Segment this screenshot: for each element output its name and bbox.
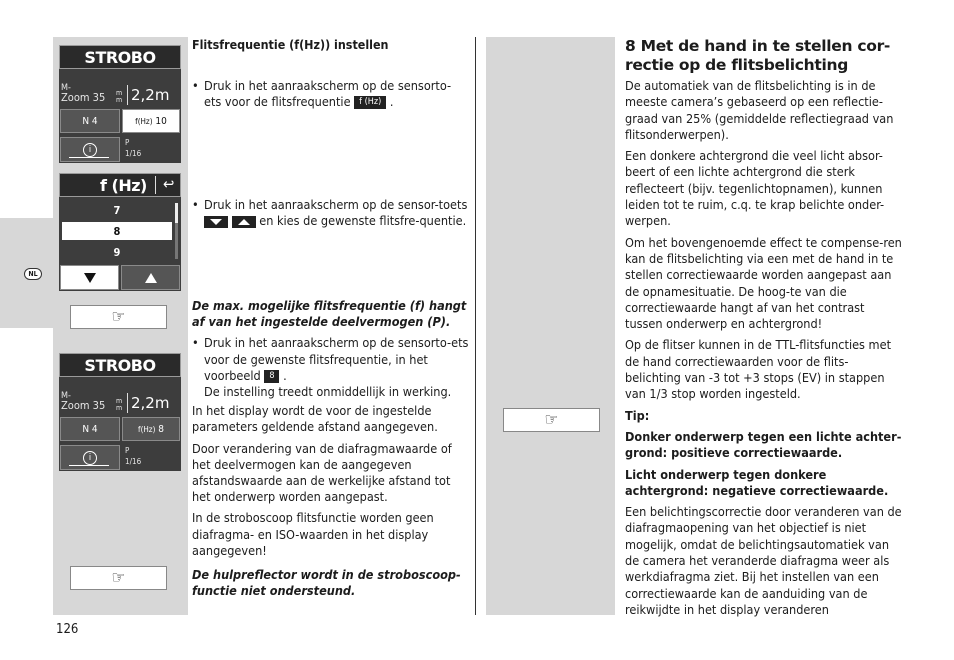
- column-divider: [475, 37, 476, 615]
- note-reflector: De hulpreflector wordt in de stroboscoop-functie niet ondersteund.: [192, 567, 461, 599]
- paragraph: Om het bovengenoemde effect te compense-ren kan de flitsbelichting via een met de hand in te stellen correctiewaarde worden aangepast aan de opnamesituatie. De hoog-te van die correctiewaarde hangt af van het contrast tussen onderwerp en achtergrond!: [625, 234, 902, 332]
- info-icon: i: [83, 143, 97, 157]
- mode-label: M- Zoom 35: [61, 391, 106, 412]
- frequency-button[interactable]: f(Hz) 8: [122, 417, 180, 441]
- paragraph: Een donkere achtergrond die veel licht absor-beert of een lichte achtergrond die sterk reflecteert (bijv. tegenlichtopnamen), kunnen leiden tot te ruim, c.q. te krap belichte onder-werpen.: [625, 148, 885, 229]
- screen-title: STROBO: [84, 355, 156, 375]
- info-icon: i: [83, 451, 97, 465]
- frequency-list: [62, 201, 172, 263]
- instruction-3: • Druk in het aanraakscherm op de sensorto-ets voor de gewenste flitsfrequentie, in het voorbeeld 8 . De instelling treedt onmiddellijk in werking.: [192, 335, 470, 400]
- list-item[interactable]: 7: [113, 203, 121, 217]
- screen-title-bar: [59, 173, 181, 197]
- note-max-frequency: De max. mogelijke flitsfrequentie (f) hangt af van het ingestelde deelvermogen (P).: [192, 298, 467, 330]
- section-heading: Flitsfrequentie (f(Hz)) instellen: [192, 37, 389, 52]
- flash-screen-strobo-2: [59, 353, 181, 471]
- tip-hand-icon: ☞: [503, 408, 600, 432]
- instruction-2: • Druk in het aanraakscherm op de sensor-toets en kies de gewenste flitsfre-quentie.: [192, 197, 468, 229]
- underline: [69, 157, 109, 158]
- list-item[interactable]: 9: [113, 245, 121, 259]
- guide-number-button[interactable]: N 4: [60, 109, 120, 133]
- note-hand-icon: ☞: [70, 305, 167, 329]
- instructions-block: [192, 298, 470, 564]
- right-figure-panel: [486, 37, 615, 615]
- page-number: 126: [56, 622, 79, 637]
- scroll-up-button[interactable]: [121, 265, 180, 290]
- list-item-selected[interactable]: 8: [62, 222, 172, 240]
- paragraph: Door verandering van de diafragmawaarde of het deelvermogen kan de aangegeven afstandswaarde aan de werkelijke afstand tot het onderwerp worden aangepast.: [192, 440, 452, 505]
- guide-number-button[interactable]: N 4: [60, 417, 120, 441]
- separator: [127, 393, 128, 413]
- flash-screen-frequency: [59, 173, 181, 291]
- power-ratio[interactable]: P 1/16: [125, 446, 142, 466]
- flash-screen-strobo-1: [59, 45, 181, 163]
- section-heading: 8 Met de hand in te stellen cor-rectie op de flitsbelichting: [625, 37, 891, 74]
- tip-dark-subject: Donker onderwerp tegen een lichte achter-grond: positieve correctiewaarde.: [625, 428, 902, 461]
- mode-label: M- Zoom 35: [61, 83, 106, 104]
- down-key-icon: [204, 216, 228, 228]
- language-badge: NL: [24, 268, 42, 280]
- frequency-button[interactable]: f(Hz) 10: [122, 109, 180, 133]
- power-ratio[interactable]: P 1/16: [125, 138, 142, 158]
- scroll-down-button[interactable]: [60, 265, 119, 290]
- correction-body: [625, 78, 903, 623]
- column-strobe-frequency: [192, 37, 468, 53]
- separator: [155, 176, 156, 194]
- paragraph: Een belichtingscorrectie door veranderen van de diafragmaopening van het objectief is niet mogelijk, omdat de belichtingsautomatiek van de camera het veranderde diafragma weer als werkdiafragma ziet. Bij het instellen van een correctiewaarde kan de aanduiding van de reikwijdte in het display veranderen: [625, 504, 902, 617]
- tip-light-subject: Licht onderwerp tegen donkere achtergrond: negatieve correctiewaarde.: [625, 466, 889, 498]
- up-arrow-icon: [145, 273, 157, 283]
- info-button[interactable]: [60, 445, 120, 470]
- scrollbar-thumb[interactable]: [175, 203, 178, 223]
- note-hand-icon: ☞: [70, 566, 167, 590]
- up-key-icon: [232, 216, 256, 228]
- value-key-chip: 8: [264, 370, 279, 383]
- screen-title-bar: [59, 45, 181, 69]
- underline: [69, 465, 109, 466]
- distance-unit: m m: [116, 89, 123, 104]
- paragraph: Op de flitser kunnen in de TTL-flitsfuncties met de hand correctiewaarden voor de flits-belichting van -3 tot +3 stops (EV) in stappen van 1/3 stop worden ingesteld.: [625, 337, 892, 402]
- paragraph: In het display wordt de voor de ingestelde parameters geldende afstand aangegeven.: [192, 403, 438, 435]
- screen-title-bar: [59, 353, 181, 377]
- column-flash-correction: [625, 37, 905, 75]
- separator: [127, 85, 128, 105]
- distance-unit: m m: [116, 397, 123, 412]
- tip-label: Tip:: [625, 407, 650, 423]
- freq-key-chip: f (Hz): [354, 96, 386, 109]
- info-button[interactable]: [60, 137, 120, 162]
- instruction-1: • Druk in het aanraakscherm op de sensorto-ets voor de flitsfrequentie f (Hz) .: [192, 78, 468, 110]
- distance-value: 2,2m: [131, 86, 170, 104]
- scrollbar[interactable]: [175, 203, 178, 259]
- screen-title: STROBO: [84, 47, 156, 67]
- paragraph: De automatiek van de flitsbelichting is in de meeste camera’s gebaseerd op een reflectie-graad van 25% (gemiddelde reflectiegraad van flitsonderwerpen).: [625, 78, 894, 142]
- screen-title: f (Hz): [100, 175, 147, 195]
- down-arrow-icon: [84, 273, 96, 283]
- paragraph: In de stroboscoop flitsfunctie worden geen diafragma- en ISO-waarden in het display aangegeven!: [192, 510, 434, 558]
- distance-value: 2,2m: [131, 394, 170, 412]
- back-icon[interactable]: ↩: [163, 175, 175, 193]
